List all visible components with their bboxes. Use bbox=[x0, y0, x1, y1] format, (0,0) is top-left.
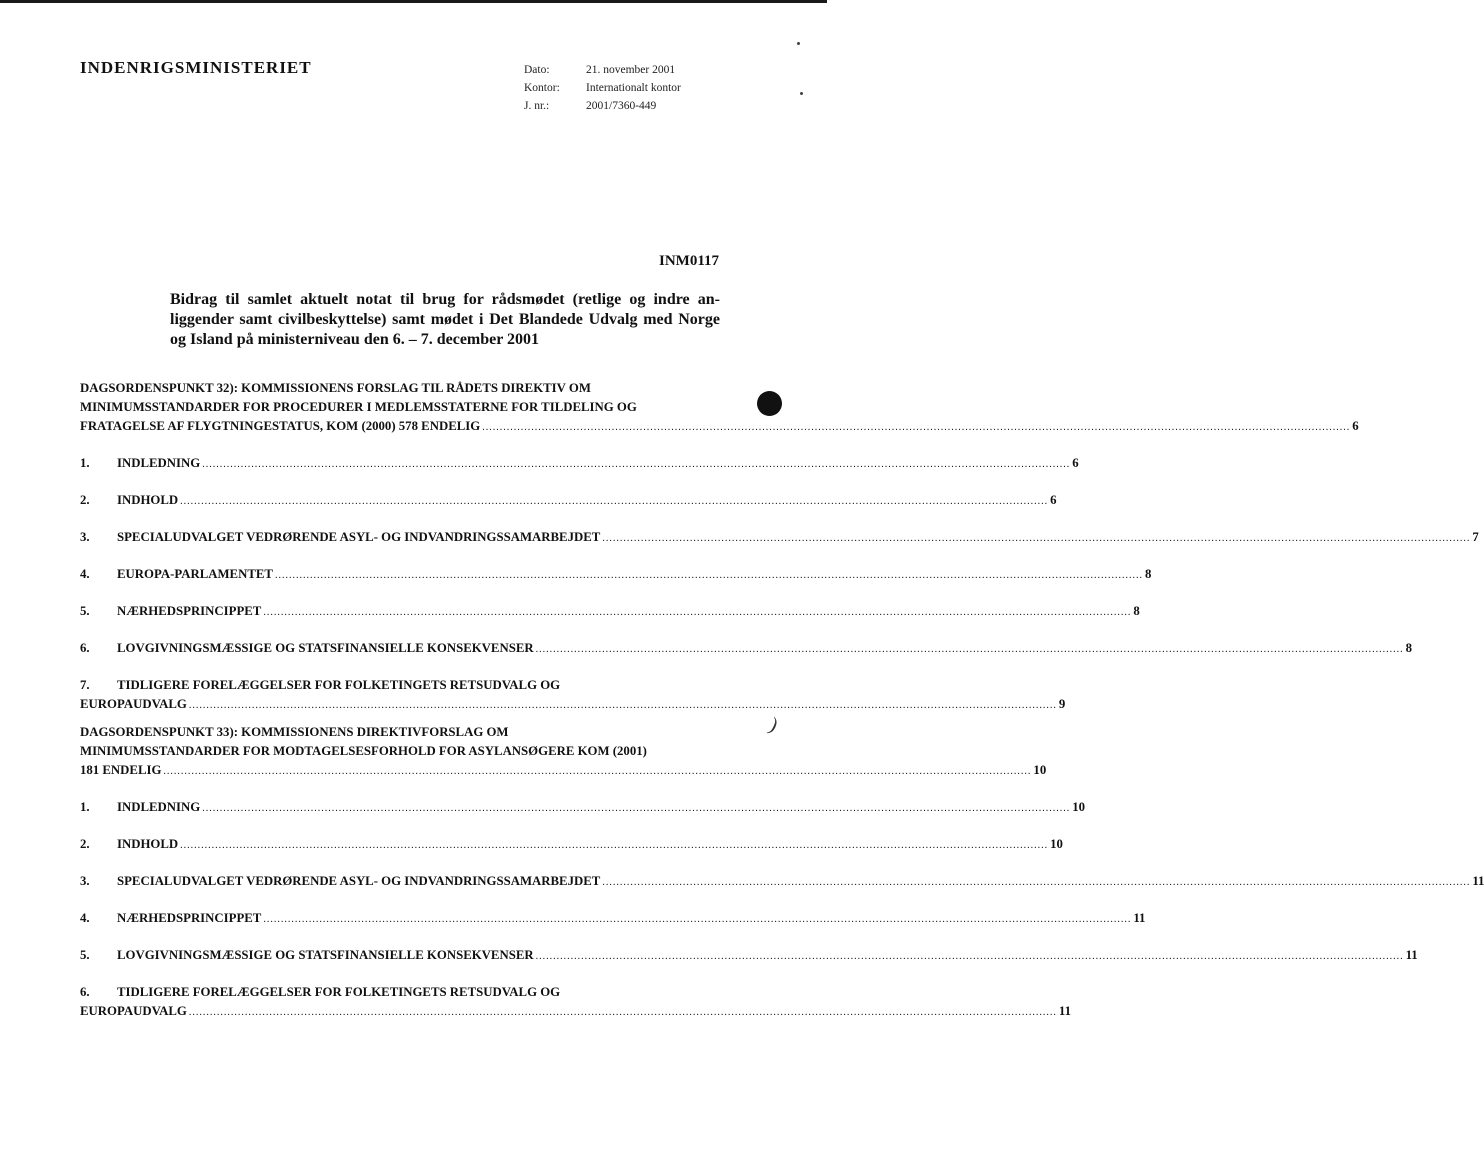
dot-leader: ........................................................................................................................................................................................................................................................ bbox=[263, 914, 1132, 925]
dot-leader: ........................................................................................................................................................................................................................................................ bbox=[188, 1007, 1057, 1018]
dot-leader: ........................................................................................................................................................................................................................................................ bbox=[274, 570, 1143, 581]
toc-item-line bbox=[80, 909, 1146, 929]
toc-item-text: TIDLIGERE FORELÆGGELSER FOR FOLKETINGETS RETSUDVALG OG bbox=[117, 985, 561, 999]
meta-value: 2001/7360-449 bbox=[586, 100, 657, 112]
toc-item-number: 7. bbox=[80, 678, 90, 692]
toc-item-text: INDLEDNING bbox=[117, 800, 201, 814]
toc-page-number: 11 bbox=[1472, 874, 1484, 888]
toc-item-continuation-line bbox=[80, 1002, 1071, 1022]
toc-item bbox=[80, 565, 1152, 585]
toc-page-number: 11 bbox=[1405, 948, 1418, 962]
toc-section bbox=[80, 723, 1484, 1022]
toc-page-number: 10 bbox=[1050, 837, 1063, 851]
meta-label: Dato: bbox=[524, 64, 550, 76]
dot-leader: ........................................................................................................................................................................................................................................................ bbox=[180, 840, 1049, 851]
meta-value: 21. november 2001 bbox=[586, 64, 676, 76]
toc-item-text: NÆRHEDSPRINCIPPET bbox=[117, 604, 262, 618]
scan-speck bbox=[800, 92, 803, 95]
toc-page-number: 6 bbox=[1352, 419, 1359, 433]
toc-section-title-line: DAGSORDENSPUNKT 32): KOMMISSIONENS FORSLAG TIL RÅDETS DIREKTIV OM bbox=[80, 381, 591, 395]
toc-page-number: 7 bbox=[1472, 530, 1479, 544]
toc-item bbox=[80, 528, 1479, 548]
toc-item-text: 181 ENDELIG bbox=[80, 763, 162, 777]
dot-leader: ........................................................................................................................................................................................................................................................ bbox=[602, 533, 1471, 544]
toc-item bbox=[80, 798, 1085, 818]
toc-section-title-line: MINIMUMSSTANDARDER FOR MODTAGELSESFORHOLD FOR ASYLANSØGERE KOM (2001) bbox=[80, 744, 647, 758]
meta-value: Internationalt kontor bbox=[586, 82, 681, 94]
toc-item-text: LOVGIVNINGSMÆSSIGE OG STATSFINANSIELLE KONSEKVENSER bbox=[117, 641, 534, 655]
dot-leader: ........................................................................................................................................................................................................................................................ bbox=[188, 700, 1057, 711]
dot-leader: ........................................................................................................................................................................................................................................................ bbox=[202, 459, 1071, 470]
toc-item-line bbox=[80, 798, 1085, 818]
meta-label: Kontor: bbox=[524, 82, 560, 94]
toc-item-text: TIDLIGERE FORELÆGGELSER FOR FOLKETINGETS RETSUDVALG OG bbox=[117, 678, 561, 692]
toc-section-title-last-line bbox=[80, 761, 1047, 781]
toc-item bbox=[80, 909, 1146, 929]
document-heading: Bidrag til samlet aktuelt notat til brug for rådsmødet (retlige og indre an-liggender samt civilbeskyttelse) samt mødet i Det Blandede Udvalg med Norge og Island på ministerniveau den 6. – 7. december 2001 bbox=[170, 291, 720, 348]
ministry-name: INDENRIGSMINISTERIET bbox=[80, 58, 312, 77]
meta-row-date bbox=[524, 61, 681, 79]
toc-item bbox=[80, 983, 1071, 1022]
table-of-contents bbox=[80, 379, 1484, 1022]
toc-item-text: INDHOLD bbox=[117, 493, 179, 507]
toc-item-text: SPECIALUDVALGET VEDRØRENDE ASYL- OG INDVANDRINGSSAMARBEJDET bbox=[117, 530, 601, 544]
toc-item-number: 6. bbox=[80, 641, 90, 655]
scan-speck bbox=[797, 42, 800, 45]
toc-item bbox=[80, 602, 1140, 622]
toc-item-number: 3. bbox=[80, 874, 90, 888]
toc-item-number: 5. bbox=[80, 948, 90, 962]
toc-item bbox=[80, 639, 1413, 659]
toc-item-line bbox=[80, 602, 1140, 622]
toc-section bbox=[80, 379, 1479, 715]
toc-item-text: NÆRHEDSPRINCIPPET bbox=[117, 911, 262, 925]
toc-item bbox=[80, 491, 1057, 511]
toc-section-title-line: DAGSORDENSPUNKT 33): KOMMISSIONENS DIREKTIVFORSLAG OM bbox=[80, 725, 509, 739]
toc-item-number: 2. bbox=[80, 837, 90, 851]
toc-page-number: 11 bbox=[1058, 1004, 1071, 1018]
dot-leader: ........................................................................................................................................................................................................................................................ bbox=[482, 422, 1351, 433]
toc-item bbox=[80, 835, 1063, 855]
toc-item-text: INDHOLD bbox=[117, 837, 179, 851]
toc-item-number: 1. bbox=[80, 800, 90, 814]
meta-row-office bbox=[524, 79, 681, 97]
toc-page-number: 10 bbox=[1072, 800, 1085, 814]
toc-page-number: 11 bbox=[1133, 911, 1146, 925]
toc-item-number: 4. bbox=[80, 567, 90, 581]
top-border-line bbox=[0, 0, 827, 3]
toc-item-line bbox=[80, 565, 1152, 585]
toc-page-number: 8 bbox=[1144, 567, 1152, 581]
toc-item bbox=[80, 872, 1484, 892]
toc-item-text: LOVGIVNINGSMÆSSIGE OG STATSFINANSIELLE KONSEKVENSER bbox=[117, 948, 534, 962]
dot-leader: ........................................................................................................................................................................................................................................................ bbox=[535, 951, 1404, 962]
toc-item-line bbox=[80, 491, 1057, 511]
document-meta bbox=[524, 61, 681, 115]
toc-item-line bbox=[80, 639, 1413, 659]
toc-item-number: 1. bbox=[80, 456, 90, 470]
dot-leader: ........................................................................................................................................................................................................................................................ bbox=[602, 877, 1471, 888]
toc-page-number: 8 bbox=[1133, 604, 1140, 618]
scan-blot-mark bbox=[757, 391, 782, 416]
toc-item-line bbox=[80, 872, 1484, 892]
toc-item-text: EUROPA-PARLAMENTET bbox=[117, 567, 273, 581]
toc-page-number: 6 bbox=[1072, 456, 1079, 470]
dot-leader: ........................................................................................................................................................................................................................................................ bbox=[263, 607, 1132, 618]
toc-item-line bbox=[80, 454, 1079, 474]
toc-item bbox=[80, 454, 1079, 474]
dot-leader: ........................................................................................................................................................................................................................................................ bbox=[163, 766, 1032, 777]
toc-page-number: 8 bbox=[1405, 641, 1413, 655]
toc-page-number: 6 bbox=[1050, 493, 1057, 507]
scan-pencil-mark: ) bbox=[765, 713, 782, 737]
toc-item-number: 2. bbox=[80, 493, 90, 507]
toc-item-text: INDLEDNING bbox=[117, 456, 201, 470]
meta-row-journal bbox=[524, 97, 681, 115]
toc-item-line bbox=[80, 528, 1479, 548]
toc-item bbox=[80, 946, 1418, 966]
toc-item-line bbox=[80, 946, 1418, 966]
toc-page-number: 9 bbox=[1058, 697, 1066, 711]
toc-item-line bbox=[80, 835, 1063, 855]
toc-item-number: 4. bbox=[80, 911, 90, 925]
toc-item-text: EUROPAUDVALG bbox=[80, 697, 187, 711]
toc-item bbox=[80, 676, 1066, 715]
document-code: INM0117 bbox=[659, 253, 719, 269]
toc-item-number: 6. bbox=[80, 985, 90, 999]
dot-leader: ........................................................................................................................................................................................................................................................ bbox=[535, 644, 1404, 655]
dot-leader: ........................................................................................................................................................................................................................................................ bbox=[180, 496, 1049, 507]
toc-item-text: SPECIALUDVALGET VEDRØRENDE ASYL- OG INDVANDRINGSSAMARBEJDET bbox=[117, 874, 601, 888]
dot-leader: ........................................................................................................................................................................................................................................................ bbox=[202, 803, 1071, 814]
toc-item-number: 3. bbox=[80, 530, 90, 544]
toc-item-first-line bbox=[80, 676, 780, 695]
toc-item-first-line bbox=[80, 983, 780, 1002]
toc-section-title-line: MINIMUMSSTANDARDER FOR PROCEDURER I MEDLEMSSTATERNE FOR TILDELING OG bbox=[80, 400, 637, 414]
toc-item-continuation-line bbox=[80, 695, 1066, 715]
toc-section-title-last-line bbox=[80, 417, 1359, 437]
toc-item-number: 5. bbox=[80, 604, 90, 618]
meta-label: J. nr.: bbox=[524, 100, 550, 112]
toc-page-number: 10 bbox=[1033, 763, 1047, 777]
toc-item-text: FRATAGELSE AF FLYGTNINGESTATUS, KOM (2000) 578 ENDELIG bbox=[80, 419, 481, 433]
toc-item-text: EUROPAUDVALG bbox=[80, 1004, 187, 1018]
